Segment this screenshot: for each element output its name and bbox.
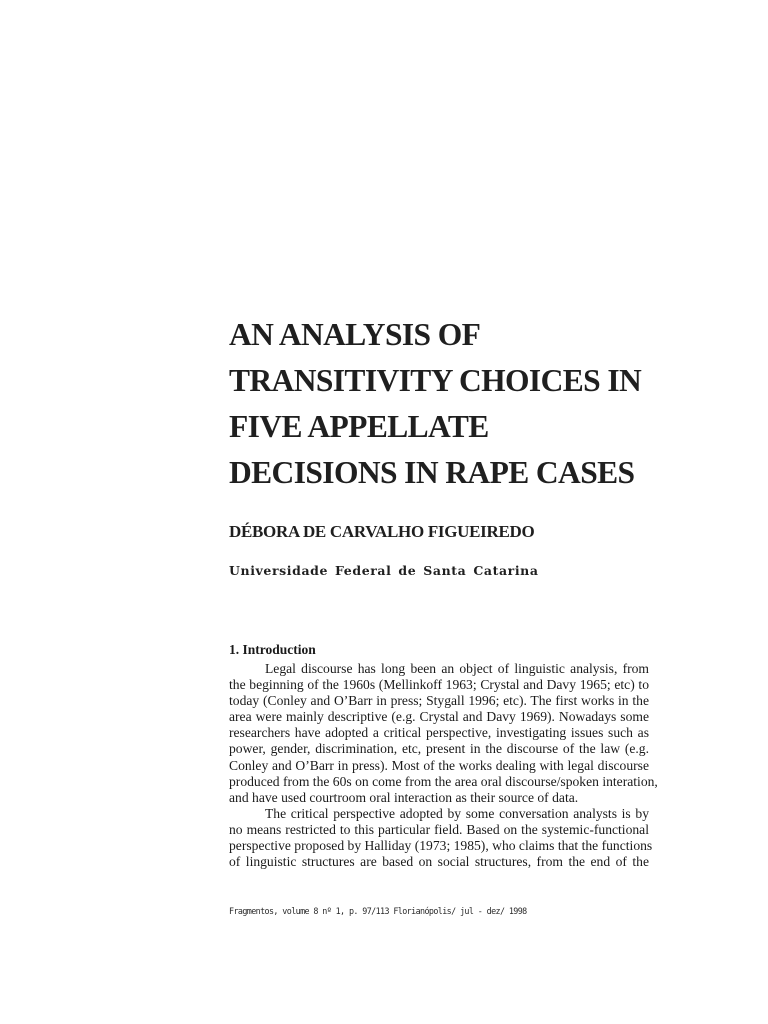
page-footer: Fragmentos, volume 8 nº 1, p. 97/113 Florianópolis/ jul - dez/ 1998 [229, 906, 527, 916]
title-line: AN ANALYSIS OF [229, 317, 481, 352]
author-affiliation: Universidade Federal de Santa Catarina [229, 563, 539, 578]
paragraph-line: power, gender, discrimination, etc, present in the discourse of the law (e.g. [229, 741, 649, 757]
paragraph-line: no means restricted to this particular field. Based on the systemic-functional [229, 821, 649, 837]
paragraph-line: researchers have adopted a critical perspective, investigating issues such as [229, 725, 649, 741]
title-line: TRANSITIVITY CHOICES IN [229, 363, 642, 398]
paragraph-line: area were mainly descriptive (e.g. Crystal and Davy 1969). Nowadays some [229, 709, 649, 725]
author-name: DÉBORA DE CARVALHO FIGUEIREDO [229, 522, 535, 541]
section-heading: 1. Introduction [229, 642, 316, 657]
paragraph-line: Legal discourse has long been an object of linguistic analysis, from [265, 661, 649, 676]
article-title [229, 312, 669, 496]
paragraph-line: perspective proposed by Halliday (1973; 1985), who claims that the functions [229, 838, 653, 854]
paragraph-line: of linguistic structures are based on social structures, from the end of the [229, 854, 649, 870]
body-text [229, 661, 658, 870]
paragraph-line: the beginning of the 1960s (Mellinkoff 1963; Crystal and Davy 1965; etc) to [229, 677, 649, 693]
paragraph-line: The critical perspective adopted by some conversation analysts is by [265, 805, 649, 821]
paragraph-line: Conley and O’Barr in press). Most of the works dealing with legal discourse [229, 757, 649, 773]
title-line: DECISIONS IN RAPE CASES [229, 455, 635, 490]
paragraph-line: today (Conley and O’Barr in press; Stygall 1996; etc). The first works in the [229, 693, 649, 709]
paragraph-line: and have used courtroom oral interaction as their source of data. [229, 789, 579, 805]
title-line: FIVE APPELLATE [229, 409, 489, 444]
paragraph-line: produced from the 60s on come from the area oral discourse/spoken interation, [229, 773, 658, 789]
